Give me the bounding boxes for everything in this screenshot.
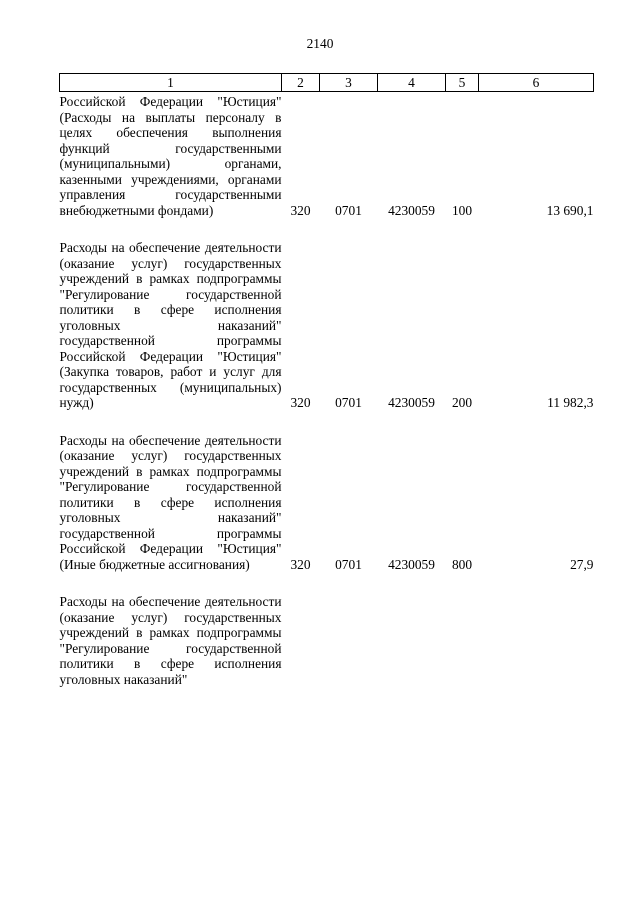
expense-type-code xyxy=(446,594,479,687)
page-number: 2140 xyxy=(306,36,334,51)
amount xyxy=(479,594,594,687)
target-article-code: 4230059 xyxy=(388,556,435,572)
ministry-code: 320 xyxy=(290,202,311,218)
table-row xyxy=(60,433,594,595)
section-code: 0701 xyxy=(335,395,362,410)
section-code xyxy=(320,594,378,687)
target-article-code xyxy=(378,594,446,687)
row-description: Расходы на обеспечение деятельности (оказание услуг) государственных учреждений в рамках подпрограммы "Регулирование государственной политики в сфере исполнения уголовных наказаний" государственной программы Российской Федерации "Юстиция" (Закупка товаров, работ и услуг для государственных (муниципальных) нужд) xyxy=(59,240,282,410)
expense-type-code: 200 xyxy=(451,395,473,410)
expense-type-code: 100 xyxy=(451,202,473,218)
column-number-header xyxy=(60,74,594,92)
column-header-6: 6 xyxy=(479,74,594,92)
expense-type-code: 800 xyxy=(451,556,473,572)
ministry-code xyxy=(282,594,320,687)
column-header-4: 4 xyxy=(378,74,446,92)
ministry-code: 320 xyxy=(290,395,311,410)
budget-table xyxy=(59,73,594,687)
table-row xyxy=(60,594,594,687)
row-description: Российской Федерации "Юстиция" (Расходы на выплаты персоналу в целях обеспечения выполнения функций государственными (муниципальными) органами, казенными учреждениями, органами управления государственными внебюджетными фондами) xyxy=(59,94,282,218)
table-row xyxy=(60,240,594,433)
column-header-2: 2 xyxy=(282,74,320,92)
column-header-1: 1 xyxy=(60,74,282,92)
table-row xyxy=(60,92,594,241)
row-description: Расходы на обеспечение деятельности (оказание услуг) государственных учреждений в рамках подпрограммы "Регулирование государственной политики в сфере исполнения уголовных наказаний" государственной программы Российской Федерации "Юстиция" (Иные бюджетные ассигнования) xyxy=(59,432,282,572)
amount: 13 690,1 xyxy=(546,202,594,218)
section-code: 0701 xyxy=(335,202,362,218)
row-description: Расходы на обеспечение деятельности (оказание услуг) государственных учреждений в рамках подпрограммы "Регулирование государственной политики в сфере исполнения уголовных наказаний" xyxy=(59,594,282,687)
column-header-5: 5 xyxy=(446,74,479,92)
target-article-code: 4230059 xyxy=(388,202,435,218)
ministry-code: 320 xyxy=(290,556,311,572)
section-code: 0701 xyxy=(335,556,362,572)
amount: 11 982,3 xyxy=(547,395,594,410)
column-header-3: 3 xyxy=(320,74,378,92)
amount: 27,9 xyxy=(570,556,594,572)
target-article-code: 4230059 xyxy=(388,395,435,410)
